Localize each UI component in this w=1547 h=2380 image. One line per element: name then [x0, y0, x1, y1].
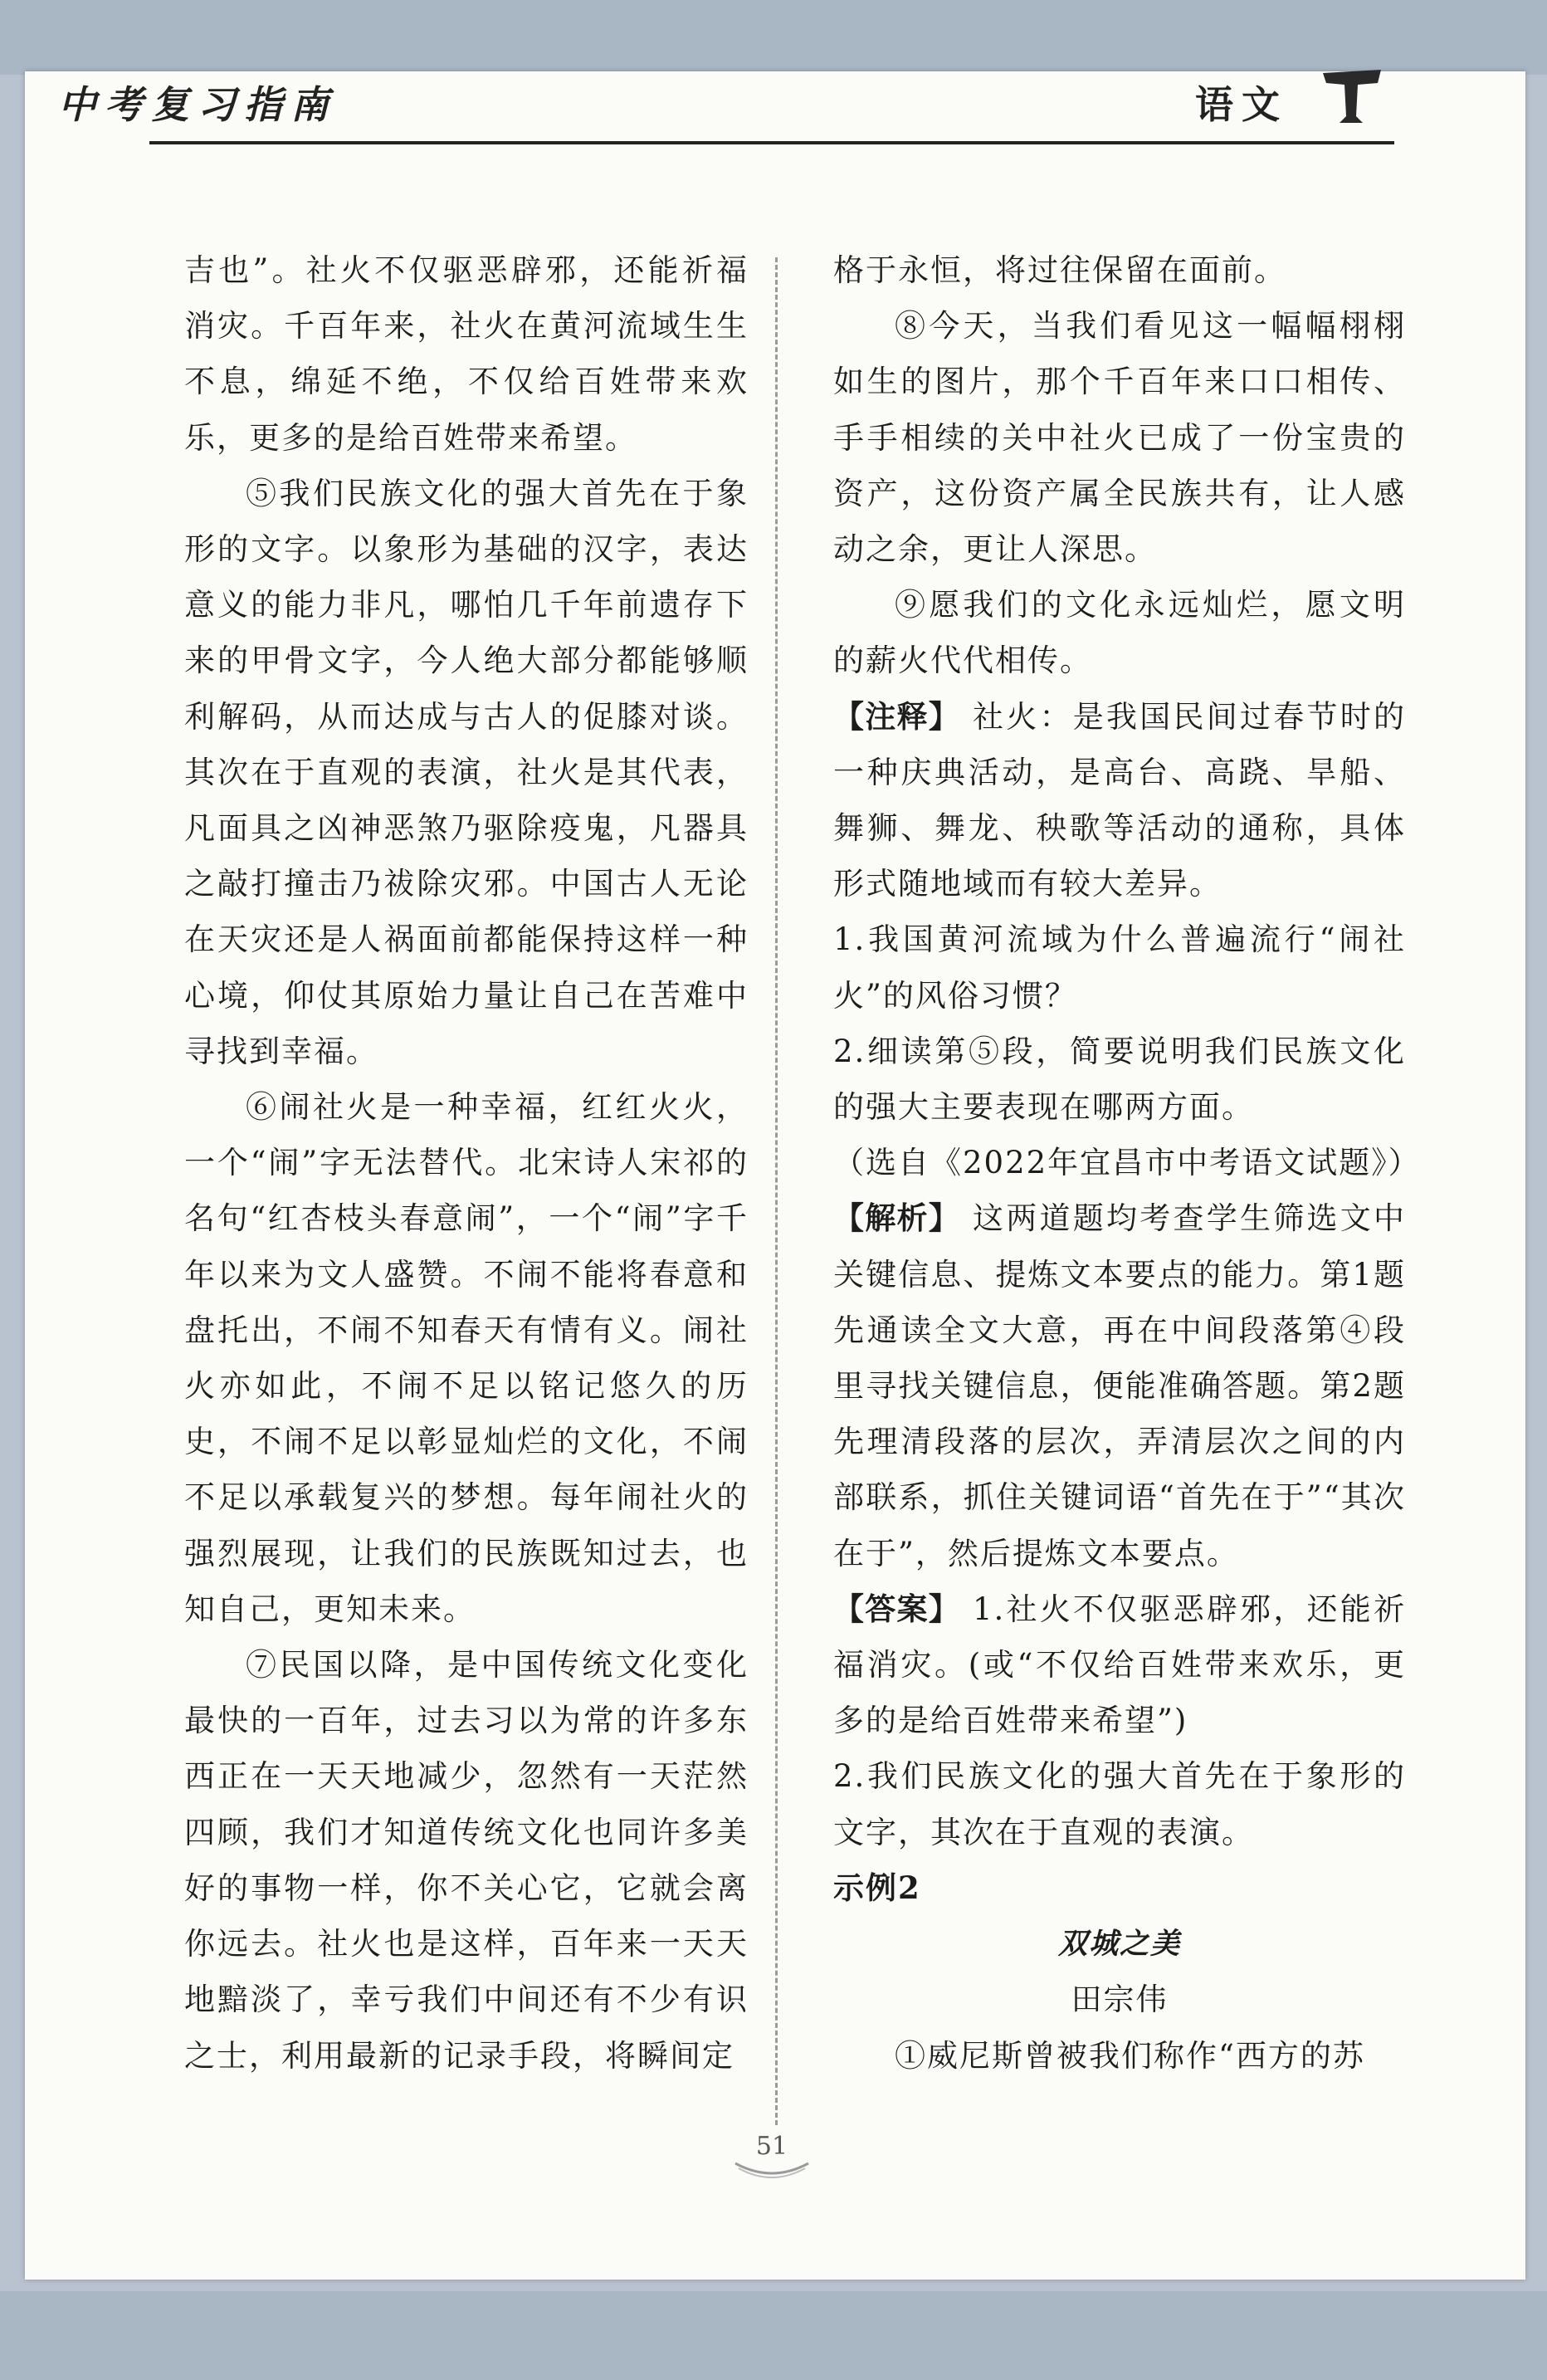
analysis-text: 这两道题均考查学生筛选文中关键信息、提炼文本要点的能力。第1题先通读全文大意，再在中间段落第④段里寻找关键信息，便能准确答题。第2题先理清段落的层次，弄清层次之间的内部联系，抓住关键词语“首先在于”“其次在于”，然后提炼文本要点。 — [833, 1200, 1407, 1571]
note — [833, 689, 1406, 912]
note-text: 社火：是我国民间过春节时的一种庆典活动，是高台、高跷、旱船、舞狮、舞龙、秧歌等活动的通称，具体形式随地域而有较大差异。 — [833, 698, 1407, 902]
scan-bottom-margin — [0, 2291, 1547, 2380]
right-column — [833, 242, 1421, 2084]
scan-top-margin — [0, 0, 1547, 75]
note-tag: 【注释】 — [833, 697, 960, 735]
source-citation: （选自《2022年宜昌市中考语文试题》） — [833, 1145, 1421, 1181]
paragraph-7: ⑦民国以降，是中国传统文化变化最快的一百年，过去习以为常的许多东西正在一天天地减少，忽然有一天茫然四顾，我们才知道传统文化也同许多美好的事物一样，你不关心它，它就会离你远去。社火也是这样，百年来一天天地黯淡了，幸亏我们中间还有不少有识之士，利用最新的记录手段，将瞬间定 — [184, 1647, 749, 2074]
header-subject: 语文 — [1195, 82, 1288, 127]
column-divider — [775, 257, 778, 2125]
left-column — [184, 242, 749, 2084]
paragraph-8: ⑧今天，当我们看见这一幅幅栩栩如生的图片，那个千百年来口口相传、手手相续的关中社火已成了一份宝贵的资产，这份资产属全民族共有，让人感动之余，更让人深思。 — [833, 308, 1406, 568]
answer-1 — [833, 1581, 1406, 1749]
answer-2: 2.我们民族文化的强大首先在于象形的文字，其次在于直观的表演。 — [833, 1758, 1406, 1850]
header-book-title: 中考复习指南 — [58, 82, 337, 127]
header-rule — [149, 141, 1394, 144]
question-2: 2.细读第⑤段，简要说明我们民族文化的强大主要表现在哪两方面。 — [833, 1033, 1406, 1126]
question-1: 1.我国黄河流域为什么普遍流行“闹社火”的风俗习惯？ — [833, 921, 1406, 1014]
paragraph-6: ⑥闹社火是一种幸福，红红火火，一个“闹”字无法替代。北宋诗人宋祁的名句“红杏枝头春意闹”，一个“闹”字千年以来为文人盛赞。不闹不能将春意和盘托出，不闹不知春天有情有义。闹社火亦如此，不闹不足以铭记悠久的历史，不闹不足以彰显灿烂的文化，不闹不足以承载复兴的梦想。每年闹社火的强烈展现，让我们的民族既知过去，也知自己，更知未来。 — [184, 1089, 749, 1627]
paragraph-continued-right: 格于永恒，将过往保留在面前。 — [833, 252, 1286, 288]
page-number-badge — [730, 2132, 813, 2182]
analysis — [833, 1190, 1406, 1581]
article-paragraph-1: ①威尼斯曾被我们称作“西方的苏 — [895, 2037, 1365, 2074]
article-author: 田宗伟 — [1071, 1982, 1169, 2018]
paragraph-9: ⑨愿我们的文化永远灿烂，愿文明的薪火代代相传。 — [833, 587, 1406, 679]
book-stand-icon — [1320, 66, 1384, 126]
page-number: 51 — [755, 2132, 788, 2161]
answer-1-text: 1.社火不仅驱恶辟邪，还能祈福消灾。(或“不仅给百姓带来欢乐，更多的是给百姓带来希望”) — [833, 1591, 1407, 1739]
paragraph-5: ⑤我们民族文化的强大首先在于象形的文字。以象形为基础的汉字，表达意义的能力非凡，哪怕几千年前遗存下来的甲骨文字，今人绝大部分都能够顺利解码，从而达成与古人的促膝对谈。其次在于直观的表演，社火是其代表，凡面具之凶神恶煞乃驱除疫鬼，凡器具之敲打撞击乃祓除灾邪。中国古人无论在天灾还是人祸面前都能保持这样一种心境，仰仗其原始力量让自己在苦难中寻找到幸福。 — [184, 475, 749, 1069]
answer-tag: 【答案】 — [833, 1590, 960, 1627]
paragraph-continued: 吉也”。社火不仅驱恶辟邪，还能祈福消灾。千百年来，社火在黄河流域生生不息，绵延不绝，不仅给百姓带来欢乐，更多的是给百姓带来希望。 — [184, 252, 749, 456]
article-title: 双城之美 — [1057, 1927, 1181, 1962]
analysis-tag: 【解析】 — [833, 1200, 960, 1237]
example-label: 示例2 — [833, 1869, 921, 1906]
